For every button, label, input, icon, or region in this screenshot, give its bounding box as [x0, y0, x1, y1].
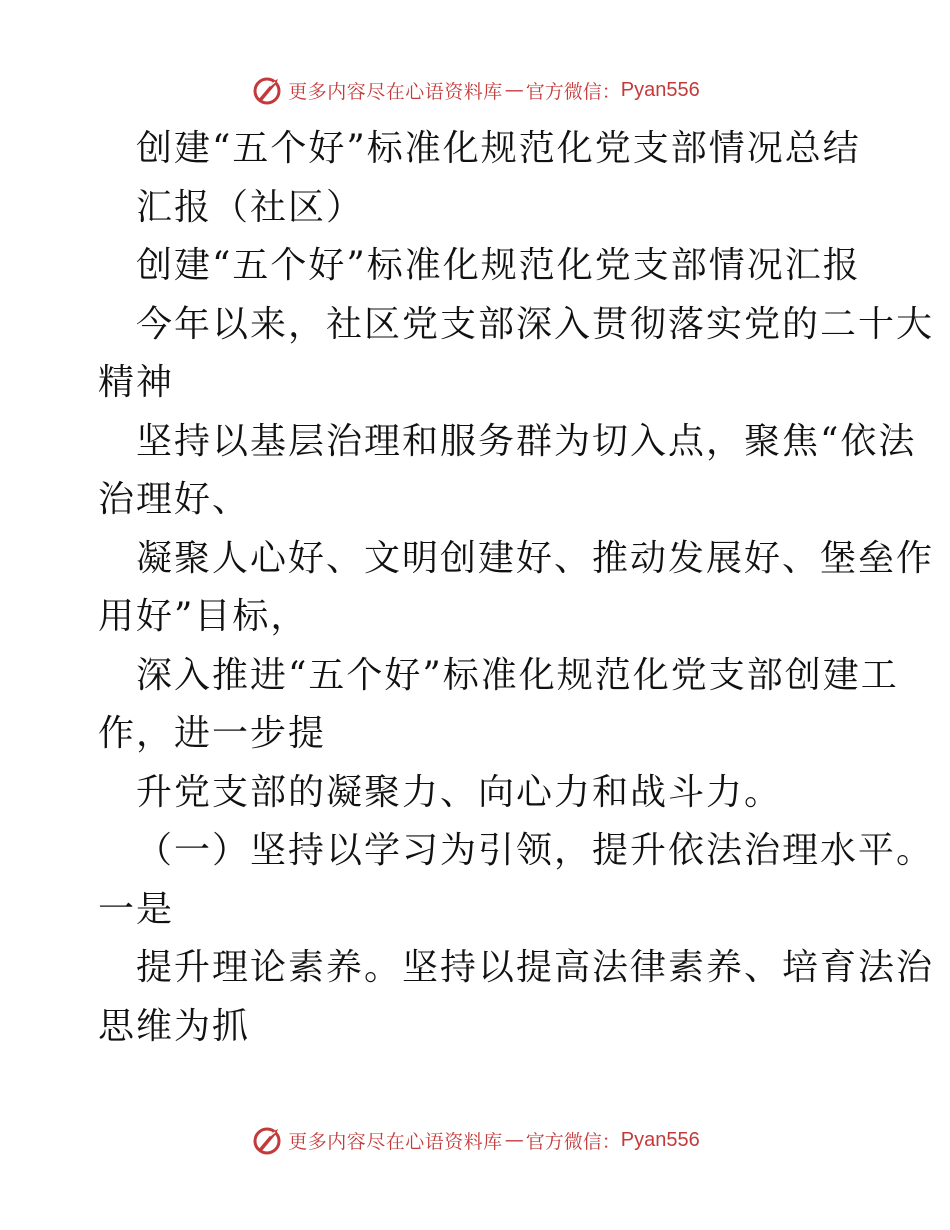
- banner-separator: —: [504, 1129, 524, 1151]
- doc-line: 用好”目标，: [98, 596, 309, 637]
- banner-wechat-label: 官方微信：: [525, 80, 621, 103]
- doc-title-line-1: 创建“五个好”标准化规范化党支部情况总结: [136, 128, 861, 169]
- doc-section-heading: （一）坚持以学习为引领，提升依法治理水平。: [136, 830, 935, 871]
- doc-line: 凝聚人心好、文明创建好、推动发展好、堡垒作: [136, 537, 935, 579]
- doc-subtitle: 创建“五个好”标准化规范化党支部情况汇报: [136, 245, 861, 286]
- doc-title-line-2: 汇报（社区）: [136, 186, 365, 228]
- quill-pen-logo-icon: [250, 1123, 284, 1157]
- doc-line: 治理好、: [98, 479, 251, 520]
- footer-banner: [0, 1120, 950, 1160]
- doc-line: 升党支部的凝聚力、向心力和战斗力。: [136, 771, 783, 813]
- doc-line: 精神: [98, 362, 175, 403]
- doc-line: 深入推进“五个好”标准化规范化党支部创建工: [136, 654, 899, 696]
- header-banner: [0, 70, 950, 110]
- banner-wechat-id: Pyan556: [620, 78, 700, 101]
- doc-line: 作，进一步提: [98, 713, 327, 754]
- doc-line: 今年以来，社区党支部深入贯彻落实党的二十大: [136, 303, 935, 345]
- banner-text: 更多内容尽在心语资料库: [288, 80, 503, 103]
- doc-line: 一是: [98, 888, 175, 930]
- document-body: [98, 120, 935, 1056]
- banner-text: 更多内容尽在心语资料库: [288, 1130, 503, 1153]
- banner-wechat-label: 官方微信：: [525, 1130, 621, 1153]
- doc-line: 思维为抓: [98, 1005, 251, 1047]
- banner-separator: —: [504, 79, 524, 101]
- doc-line: 坚持以基层治理和服务群为切入点，聚焦“依法: [136, 420, 917, 462]
- banner-wechat-id: Pyan556: [620, 1128, 700, 1151]
- quill-pen-logo-icon: [250, 73, 284, 107]
- doc-line: 提升理论素养。坚持以提高法律素养、培育法治: [136, 947, 935, 988]
